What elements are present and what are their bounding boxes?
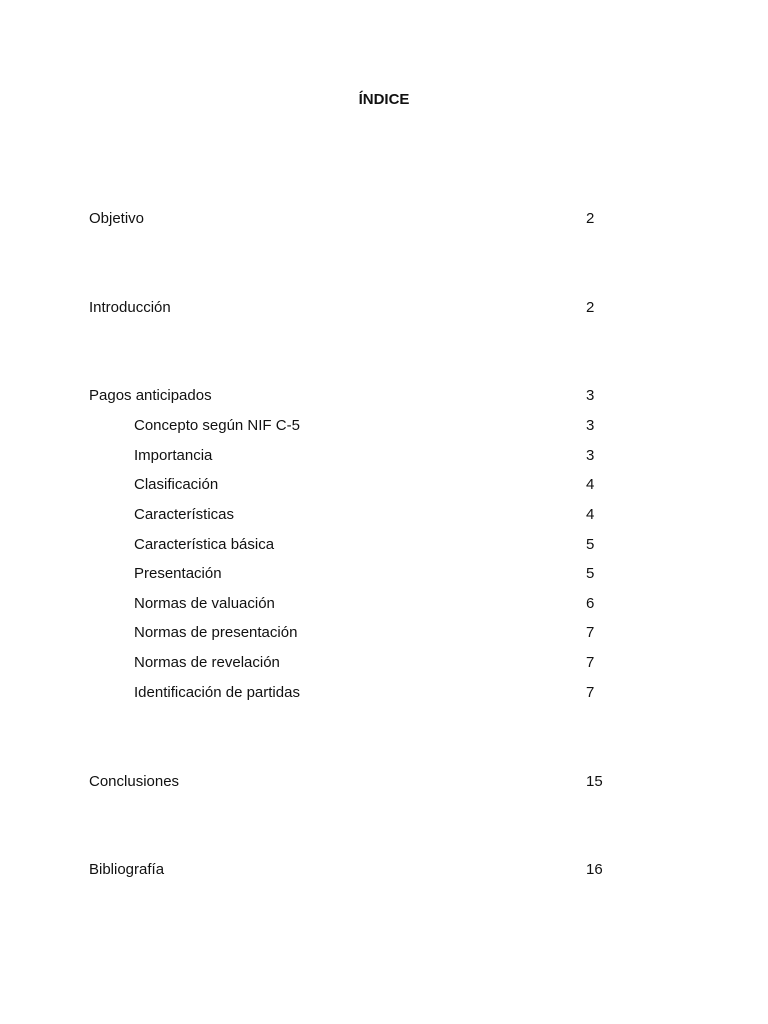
toc-entry-page-number: 4 — [586, 476, 595, 493]
toc-entry-page-number: 3 — [586, 447, 595, 464]
toc-entry-label: Normas de revelación — [134, 654, 280, 671]
toc-subentry-normas-presentacion — [0, 623, 768, 643]
toc-subentry-caracteristica-basica — [0, 535, 768, 555]
page-title: ÍNDICE — [358, 91, 410, 108]
toc-entry-label: Normas de presentación — [134, 624, 298, 641]
toc-subentry-presentacion — [0, 564, 768, 584]
toc-entry-label: Característica básica — [134, 536, 275, 553]
toc-entry-label: Normas de valuación — [134, 595, 275, 612]
toc-entry-page-number: 4 — [586, 506, 595, 523]
toc-entry-label: Concepto según NIF C-5 — [134, 417, 300, 434]
toc-entry-label: Pagos anticipados — [89, 387, 212, 404]
toc-entry-label: Introducción — [89, 299, 171, 316]
toc-subentry-importancia — [0, 446, 768, 466]
toc-entry-page-number: 5 — [586, 565, 595, 582]
toc-entry-page-number: 2 — [586, 210, 595, 227]
toc-entry-page-number: 2 — [586, 299, 595, 316]
toc-entry-page-number: 16 — [586, 861, 603, 878]
toc-entry-page-number: 5 — [586, 536, 595, 553]
toc-subentry-concepto — [0, 416, 768, 436]
toc-entry-label: Bibliografía — [89, 861, 165, 878]
toc-subentry-normas-valuacion — [0, 594, 768, 614]
toc-entry-introduccion — [0, 298, 768, 318]
toc-entry-page-number: 3 — [586, 387, 595, 404]
toc-subentry-identificacion-partidas — [0, 683, 768, 703]
toc-entry-label: Importancia — [134, 447, 213, 464]
toc-entry-label: Características — [134, 506, 235, 523]
toc-entry-bibliografia — [0, 860, 768, 880]
toc-entry-page-number: 7 — [586, 624, 595, 641]
toc-subentry-caracteristicas — [0, 505, 768, 525]
toc-entry-page-number: 7 — [586, 684, 595, 701]
toc-subentry-normas-revelacion — [0, 653, 768, 673]
toc-entry-label: Objetivo — [89, 210, 145, 227]
toc-subentry-clasificacion — [0, 475, 768, 495]
toc-entry-label: Identificación de partidas — [134, 684, 300, 701]
toc-entry-page-number: 7 — [586, 654, 595, 671]
toc-entry-conclusiones — [0, 772, 768, 792]
toc-entry-pagos-anticipados — [0, 386, 768, 406]
toc-entry-objetivo — [0, 209, 768, 229]
toc-entry-page-number: 15 — [586, 773, 603, 790]
toc-entry-label: Clasificación — [134, 476, 219, 493]
toc-entry-label: Presentación — [134, 565, 222, 582]
toc-entry-page-number: 6 — [586, 595, 595, 612]
toc-entry-label: Conclusiones — [89, 773, 180, 790]
toc-entry-page-number: 3 — [586, 417, 595, 434]
